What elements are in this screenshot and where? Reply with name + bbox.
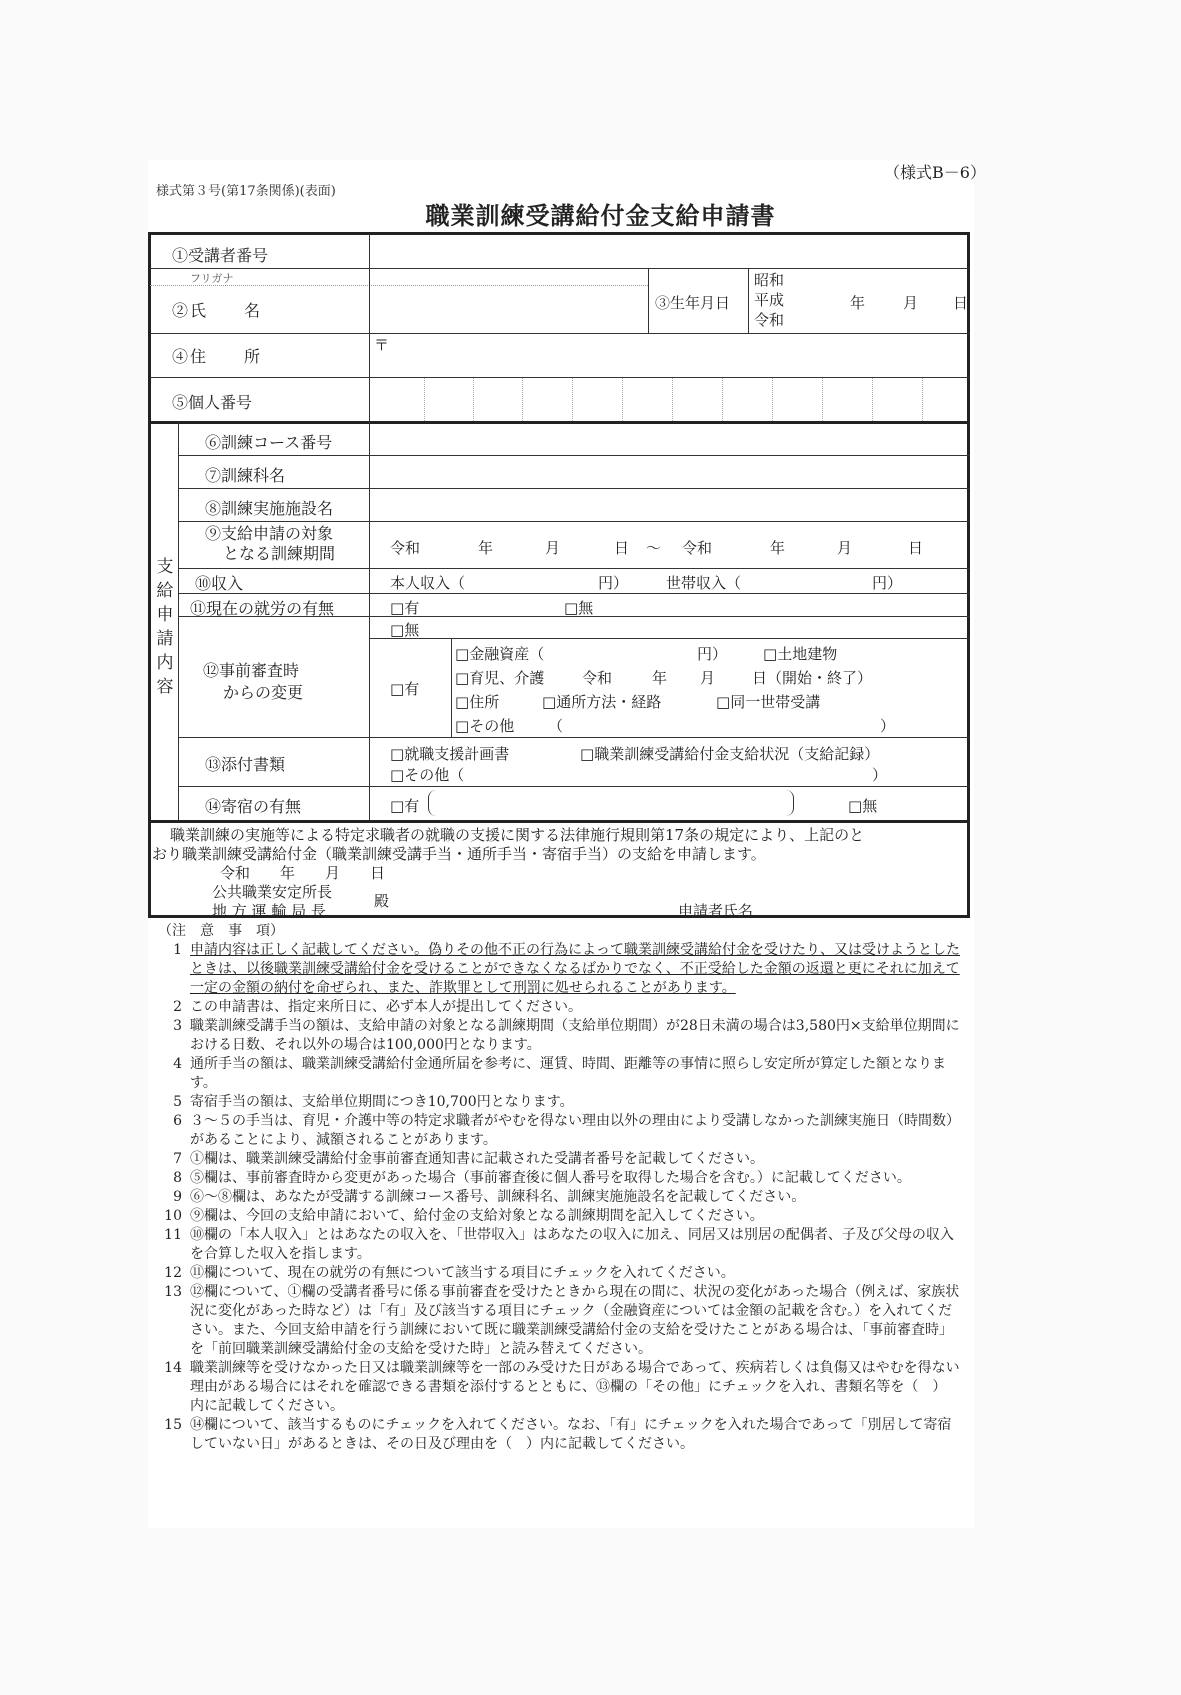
childcare-nursing-checkbox[interactable]: □ 育児、介護	[455, 667, 544, 688]
note-number: 1	[173, 942, 182, 958]
address-field[interactable]	[390, 336, 968, 376]
addressee-employment-office: 公共職業安定所長	[212, 883, 333, 901]
title-text: 職業訓練受講給付金支給申請書	[425, 201, 776, 230]
era-label: 令和	[582, 669, 613, 687]
label-line: となる訓練期間	[223, 544, 336, 563]
lodging-details-field[interactable]	[428, 790, 794, 816]
note-number: 9	[173, 1189, 182, 1205]
employment-plan-checkbox[interactable]: □ 就職支援計画書	[390, 743, 509, 764]
divider	[150, 268, 970, 269]
divider	[150, 377, 970, 378]
section-label-char: 支	[156, 557, 174, 577]
applicant-name-field[interactable]	[770, 895, 960, 915]
trainee-number-label: ①受講者番号	[172, 246, 269, 265]
self-income-label: 本人収入（	[390, 574, 466, 592]
applicant-name-label: 申請者氏名	[678, 902, 754, 920]
financial-assets-amount-field[interactable]	[555, 642, 695, 662]
period-end-year[interactable]: 年	[770, 539, 786, 557]
day-unit: 日	[953, 294, 969, 312]
note-item	[160, 1150, 960, 1169]
close-paren: ）	[872, 766, 888, 784]
attachments-other-checkbox[interactable]: □ その他（	[390, 764, 464, 785]
name-field[interactable]	[372, 288, 646, 332]
yen-unit: 円）	[872, 574, 903, 592]
era-heisei[interactable]: 平成	[754, 291, 785, 309]
same-household-checkbox[interactable]: □ 同一世帯受講	[716, 691, 820, 712]
application-date[interactable]: 令和 年 月 日	[220, 864, 386, 882]
month-unit[interactable]: 月	[700, 669, 716, 687]
section-label-char: 容	[156, 677, 174, 697]
note-text: ⑭欄について、該当するものにチェックを入れてください。なお、「有」にチェックを入れた場合であって「別居して寄宿していない日」があるときは、その日及び理由を（ ）内に記載してください。	[190, 1417, 952, 1452]
note-number: 12	[164, 1265, 182, 1281]
payment-record-checkbox[interactable]: □ 職業訓練受講給付金支給状況（支給記録）	[580, 743, 879, 764]
note-text: ⑩欄の「本人収入」とはあなたの収入を、「世帯収入」はあなたの収入に加え、同居又は別居の配偶者、子及び父母の収入を合算した収入を指します。	[190, 1227, 954, 1262]
yen-unit: 円）	[598, 574, 629, 592]
note-text: ⑫欄について、①欄の受講者番号に係る事前審査を受けたときから現在の間に、状況の変化があった場合（例えば、家族状況に変化があった時など）は「有」及び該当する項目にチェック（金融資産については金額の記載を含む。）を入れてください。また、今回支給申請を行う訓練において既に職業訓練受講給付金の支給を受けたことがある場合は、「事前審査時」を「前回職業訓練受講給付金の支給を受けた時」と読み替えてください。	[190, 1284, 960, 1357]
note-item	[160, 1283, 960, 1359]
note-item	[160, 1169, 960, 1188]
period-end-day[interactable]: 日	[908, 539, 924, 557]
note-item	[160, 1112, 960, 1150]
period-start-month[interactable]: 月	[545, 539, 561, 557]
section-label-divider	[178, 421, 179, 820]
name-label: ②氏 名	[172, 301, 263, 320]
note-text: 申請内容は正しく記載してください。偽りその他不正の行為によって職業訓練受講給付金を受けたり、又は受けようとしたときは、以後職業訓練受講給付金を受けることができなくなるばかりでなく、不正受給した金額の返還と更にそれに加えて一定の金額の納付を命ぜられ、また、詐欺罪として刑罰に処せられることがあります。	[190, 942, 960, 996]
note-number: 15	[164, 1417, 182, 1433]
note-text: ⑥～⑧欄は、あなたが受講する訓練コース番号、訓練科名、訓練実施施設名を記載してください。	[190, 1189, 806, 1205]
divider	[178, 786, 970, 787]
divider	[178, 455, 970, 456]
changes-since-review-label	[203, 660, 303, 704]
notes-section	[160, 922, 960, 1454]
section-label-payment-application	[152, 555, 178, 699]
divider	[178, 568, 970, 569]
note-item	[160, 1207, 960, 1226]
page-title	[0, 196, 1181, 231]
day-start-end-unit[interactable]: 日（開始・終了）	[752, 669, 873, 687]
note-item	[160, 1264, 960, 1283]
label-line: ⑨支給申請の対象	[205, 524, 334, 543]
declaration-line2: おり職業訓練受講給付金（職業訓練受講手当・通所手当・寄宿手当）の支給を申請します。	[152, 845, 766, 863]
course-number-label: ⑥訓練コース番号	[205, 433, 333, 452]
employment-status-label: ⑪現在の就労の有無	[190, 599, 335, 618]
note-text: 職業訓練受講手当の額は、支給申請の対象となる訓練期間（支給単位期間）が28日未満の場合は3,580円×支給単位期間における日数、それ以外の場合は100,000円となります。	[190, 1018, 960, 1053]
employment-no-checkbox[interactable]: □ 無	[564, 597, 593, 618]
divider	[150, 333, 970, 334]
note-item	[160, 1359, 960, 1416]
divider	[178, 593, 970, 594]
note-item	[160, 1226, 960, 1264]
note-item	[160, 1055, 960, 1093]
section-label-char: 請	[156, 629, 174, 649]
note-number: 7	[173, 1151, 182, 1167]
furigana-field[interactable]	[372, 270, 646, 284]
note-text: ３～５の手当は、育児・介護中等の特定求職者がやむを得ない理由以外の理由により受講しなかった訓練実施日（時間数）があることにより、減額されることがあります。	[190, 1113, 960, 1148]
note-number: 3	[173, 1018, 182, 1034]
attachments-other-field[interactable]	[478, 763, 868, 783]
note-text: ⑪欄について、現在の就労の有無について該当する項目にチェックを入れてください。	[190, 1265, 735, 1281]
period-end-era: 令和	[682, 539, 713, 557]
address-change-checkbox[interactable]: □ 住所	[455, 691, 499, 712]
note-number: 6	[173, 1113, 182, 1129]
divider	[648, 268, 649, 333]
employment-yes-checkbox[interactable]: □ 有	[390, 597, 419, 618]
label-column-divider	[369, 234, 370, 820]
facility-name-label: ⑧訓練実施施設名	[205, 499, 334, 518]
addressee-transport-bureau: 地 方 運 輸 局 長	[212, 902, 326, 920]
note-number: 4	[173, 1056, 182, 1072]
changes-other-field[interactable]	[565, 714, 875, 734]
period-start-year[interactable]: 年	[478, 539, 494, 557]
label-line: からの変更	[223, 683, 304, 702]
label-line: ⑫事前審査時	[203, 661, 300, 680]
honorific: 殿	[374, 892, 390, 910]
note-text: 通所手当の額は、職業訓練受講給付金通所届を参考に、運賃、時間、距離等の事情に照らし安定所が算定した額となります。	[190, 1056, 946, 1091]
note-item	[160, 1188, 960, 1207]
year-unit[interactable]: 年	[652, 669, 668, 687]
course-name-field[interactable]	[372, 457, 968, 487]
form-number: 様式第３号(第17条関係)(表面)	[156, 184, 336, 199]
note-item	[160, 1416, 960, 1454]
divider	[178, 521, 970, 522]
note-text: 寄宿手当の額は、支給単位期間につき10,700円となります。	[190, 1094, 574, 1110]
lodging-yes-checkbox[interactable]: □ 有	[390, 795, 419, 816]
attachments-label: ⑬添付書類	[205, 755, 286, 774]
note-number: 2	[173, 999, 182, 1015]
income-label: ⑩収入	[195, 574, 244, 593]
changes-yes-checkbox[interactable]: □ 有	[390, 678, 419, 699]
period-end-month[interactable]: 月	[837, 539, 853, 557]
note-text: ①欄は、職業訓練受講給付金事前審査通知書に記載された受講者番号を記載してください。	[190, 1151, 764, 1167]
commute-route-checkbox[interactable]: □ 通所方法・経路	[542, 691, 661, 712]
changes-other-checkbox[interactable]: □ その他	[455, 715, 514, 736]
note-item	[160, 1017, 960, 1055]
changes-no-checkbox[interactable]: □ 無	[390, 619, 419, 640]
yen-unit: 円）	[697, 645, 728, 663]
course-name-label: ⑦訓練科名	[205, 466, 286, 485]
note-number: 13	[164, 1284, 182, 1300]
note-number: 14	[164, 1360, 182, 1376]
period-start-day[interactable]: 日	[614, 539, 630, 557]
lodging-no-checkbox[interactable]: □ 無	[848, 795, 877, 816]
personal-number-field[interactable]	[372, 380, 968, 420]
year-unit: 年	[850, 294, 866, 312]
era-showa[interactable]: 昭和	[754, 271, 785, 289]
period-start-era: 令和	[390, 539, 421, 557]
divider	[178, 488, 970, 489]
note-text: ⑤欄は、事前審査時から変更があった場合（事前審査後に個人番号を取得した場合を含む。）に記載してください。	[190, 1170, 911, 1186]
dob-label: ③生年月日	[655, 294, 731, 312]
note-text: 職業訓練等を受けなかった日又は職業訓練等を一部のみ受けた日がある場合であって、疾病若しくは負傷又はやむを得ない理由がある場合にはそれを確認できる書類を添付するとともに、⑬欄の「その他」にチェックを入れ、書類名等を（ ）内に記載してください。	[190, 1360, 960, 1414]
land-buildings-checkbox[interactable]: □ 土地建物	[763, 643, 837, 664]
address-label: ④住 所	[172, 347, 263, 366]
personal-number-label: ⑤個人番号	[172, 393, 253, 412]
era-options[interactable]	[754, 270, 784, 330]
divider	[178, 737, 970, 738]
section-label-char: 給	[156, 581, 174, 601]
household-income-label: 世帯収入（	[666, 574, 742, 592]
divider	[451, 638, 452, 737]
note-item	[160, 1093, 960, 1112]
postal-mark: 〒	[374, 336, 390, 354]
training-period-label	[205, 524, 335, 564]
note-number: 5	[173, 1094, 182, 1110]
month-unit: 月	[903, 294, 919, 312]
note-text: この申請書は、指定来所日に、必ず本人が提出してください。	[190, 999, 582, 1015]
note-number: 10	[164, 1208, 182, 1224]
form-id: （様式B－6）	[884, 163, 986, 182]
self-income-field[interactable]	[475, 570, 595, 590]
declaration-line1: 職業訓練の実施等による特定求職者の就職の支援に関する法律施行規則第17条の規定により、上記のと	[170, 826, 865, 844]
trainee-number-field[interactable]	[372, 236, 968, 266]
range-tilde: ～	[646, 539, 662, 557]
era-reiwa[interactable]: 令和	[754, 311, 785, 329]
note-text: ⑨欄は、今回の支給申請において、給付金の支給対象となる訓練期間を記入してください。	[190, 1208, 764, 1224]
course-number-field[interactable]	[372, 424, 968, 454]
divider	[748, 268, 749, 333]
notes-heading: （注 意 事 項）	[158, 923, 284, 939]
open-paren: （	[548, 717, 564, 735]
note-item	[160, 941, 960, 998]
section-label-char: 内	[156, 653, 174, 673]
furigana-label: フリガナ	[190, 272, 234, 285]
note-number: 8	[173, 1170, 182, 1186]
facility-name-field[interactable]	[372, 490, 968, 520]
close-paren: ）	[880, 717, 896, 735]
note-item	[160, 998, 960, 1017]
divider	[370, 638, 970, 639]
note-number: 11	[164, 1227, 182, 1243]
financial-assets-checkbox[interactable]: □ 金融資産（	[455, 643, 544, 664]
divider	[150, 820, 970, 823]
lodging-label: ⑭寄宿の有無	[205, 797, 302, 816]
household-income-field[interactable]	[752, 570, 870, 590]
section-label-char: 申	[156, 605, 174, 625]
